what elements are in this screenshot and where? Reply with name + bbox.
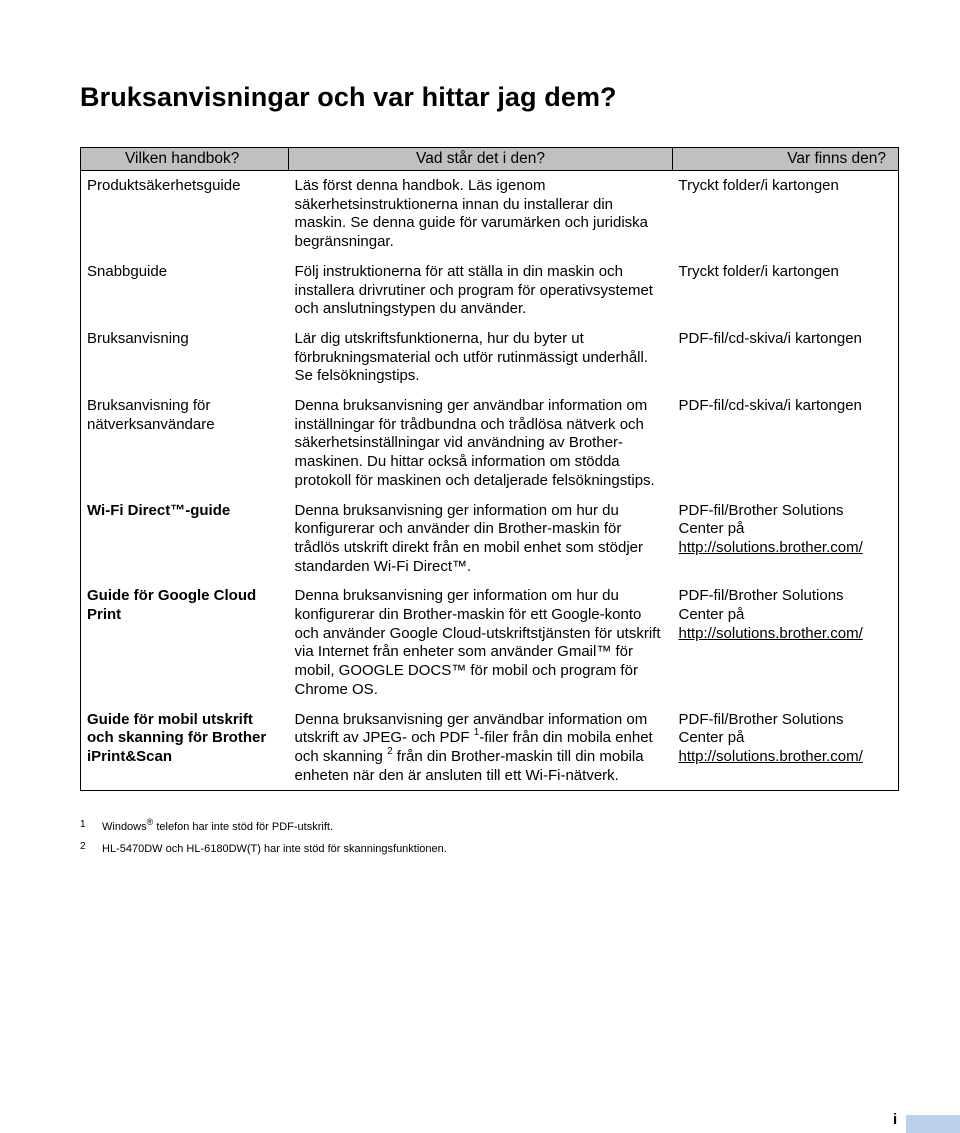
location-text: PDF-fil/Brother Solutions Center på (678, 710, 844, 747)
solutions-center-link[interactable]: http://solutions.brother.com/ (678, 624, 863, 642)
guide-location: Tryckt folder/i kartongen (678, 262, 839, 280)
column-header-guide: Vilken handbok? (81, 148, 289, 171)
page-title: Bruksanvisningar och var hittar jag dem? (80, 82, 617, 112)
table-row (81, 496, 899, 582)
description-part: från din Brother-maskin till din mobila enheten när den är ansluten till ett Wi-Fi-nätverk. (294, 747, 644, 784)
guide-location (673, 705, 899, 791)
guide-name: Bruksanvisning (87, 329, 189, 347)
guide-location (673, 581, 899, 704)
footnote-text (102, 817, 334, 834)
footnote-ref-1: 1 (473, 727, 480, 739)
description-part: Denna bruksanvisning ger användbar information om utskrift av JPEG- och PDF (294, 710, 648, 747)
guide-name: Guide för mobil utskrift och skanning för Brother iPrint&Scan (87, 710, 267, 765)
guides-table (80, 147, 899, 791)
table-row (81, 171, 899, 257)
location-text: PDF-fil/Brother Solutions Center på (678, 501, 844, 538)
table-header-row (81, 148, 899, 171)
footnote-text-part: telefon har inte stöd för PDF-utskrift. (153, 821, 334, 833)
footnote-number: 1 (80, 819, 86, 830)
guide-description: Denna bruksanvisning ger användbar information om inställningar för trådbundna och trådlösa nätverk och säkerhetsinställningar vid användning av Brother-maskinen. Du hittar också information om stödda protokoll för maskinen och detaljerade felsökningstips. (294, 397, 655, 489)
guide-description: Denna bruksanvisning ger information om hur du konfigurerar och använder din Brother-maskin för trådlös utskrift direkt från en mobil enhet som stödjer standarden Wi-Fi Direct™. (294, 501, 643, 575)
registered-mark: ® (146, 817, 154, 827)
table-row (81, 324, 899, 391)
description-part: -filer från din mobila enhet och skanning (294, 729, 653, 765)
footnote-text: HL-5470DW och HL-6180DW(T) har inte stöd för skanningsfunktionen. (102, 843, 447, 855)
guide-location: PDF-fil/cd-skiva/i kartongen (678, 329, 862, 347)
guide-description: Följ instruktionerna för att ställa in din maskin och installera drivrutiner och program för operativsystemet och anslutningstypen du använder. (294, 262, 653, 318)
guide-description (289, 705, 673, 791)
footnote-text-part: Windows (102, 821, 147, 833)
footnote-number: 2 (80, 841, 86, 852)
location-text: PDF-fil/Brother Solutions Center på (678, 587, 844, 624)
table-row (81, 705, 899, 791)
page-number: i (893, 1111, 898, 1128)
guide-description: Läs först denna handbok. Läs igenom säkerhetsinstruktionerna innan du installerar din maskin. Se denna guide för varumärken och juridiska begränsningar. (294, 177, 649, 251)
guide-name: Wi-Fi Direct™-guide (87, 501, 231, 519)
table-row (81, 391, 899, 496)
guide-location: Tryckt folder/i kartongen (678, 177, 839, 194)
guide-name: Bruksanvisning för nätverksanvändare (87, 397, 215, 433)
page-tab-marker (906, 1115, 960, 1133)
table-row (81, 581, 899, 704)
footnote-ref-2: 2 (387, 745, 393, 757)
guide-location: PDF-fil/cd-skiva/i kartongen (678, 397, 862, 415)
guide-location (673, 496, 899, 582)
column-header-content: Vad står det i den? (289, 148, 673, 171)
guide-name: Produktsäkerhetsguide (87, 177, 241, 194)
column-header-location: Var finns den? (673, 148, 899, 171)
solutions-center-link[interactable]: http://solutions.brother.com/ (678, 747, 863, 765)
guide-name: Guide för Google Cloud Print (87, 587, 257, 624)
solutions-center-link[interactable]: http://solutions.brother.com/ (678, 538, 863, 556)
guide-description: Lär dig utskriftsfunktionerna, hur du byter ut förbrukningsmaterial och utför rutinmässigt underhåll. Se felsökningstips. (294, 329, 649, 385)
guide-description: Denna bruksanvisning ger information om hur du konfigurerar din Brother-maskin för ett Google-konto och använder Google Cloud-utskriftstjänsten för utskrift via Internet från enheter som använder Gmail™ för mobil, GOOGLE DOCS™ för mobil och program för Chrome OS. (294, 587, 661, 698)
guide-name: Snabbguide (87, 262, 168, 280)
table-row (81, 257, 899, 324)
